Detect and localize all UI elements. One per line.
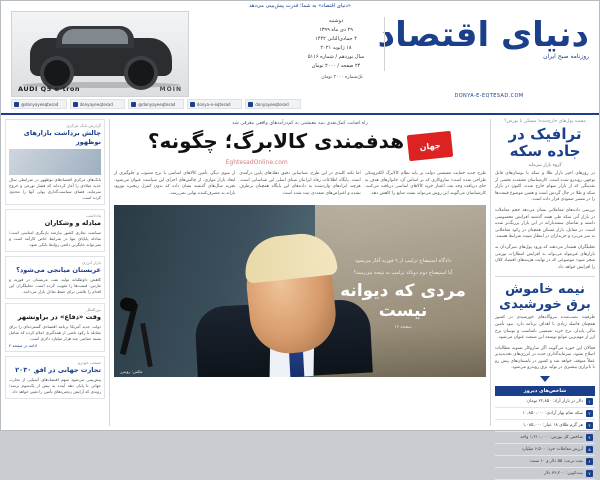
photo-question: آیا استیضاح دوم دونالد ترامپ به نتیجه می‌رسد؟ bbox=[353, 270, 453, 277]
social-handle: @donyayeeqtesad bbox=[138, 101, 176, 107]
sidebar-kicker: یادداشت bbox=[86, 213, 101, 218]
list-item bbox=[495, 408, 595, 420]
list-item bbox=[495, 444, 595, 456]
lead-paragraph: از سوی دیگر، تأمین کالاهای اساسی با نرخ مصوب و جلوگیری از ایجاد بازار موازی، از چالش‌های اجرای این سیاست عنوان می‌شود. تجربه سال‌های گذشته نشان داده که بدون کنترل زنجیره توزیع، یارانه به مصرف‌کننده نهایی نمی‌رسد. bbox=[114, 171, 236, 196]
list-label: دلار در بازار آزاد: ۲۲,۸۵۰ تومان bbox=[526, 398, 583, 404]
issue-meta-line: ۱۸ ژانویه ۲۰۲۱ bbox=[320, 45, 352, 51]
social-handle: @donyayeeqtesad bbox=[21, 101, 59, 107]
list-item bbox=[495, 456, 595, 468]
lead-body-column bbox=[114, 171, 235, 201]
list-number: ۲ bbox=[586, 410, 593, 417]
sidebar-body: دولت جدید آمریکا برنامه اقتصادی گسترده‌ای را برای مقابله با رکود ناشی از همه‌گیری اعلام کرده که شامل بسته حمایتی چند هزار میلیارد دلاری است. bbox=[9, 324, 101, 341]
photo-headline[interactable]: مردی که دیوانه نیست bbox=[340, 281, 466, 322]
website-url: DONYA-E-EQTESAD.COM bbox=[454, 93, 524, 99]
social-handle: donyayeeqtesad bbox=[255, 101, 289, 107]
masthead bbox=[1, 1, 599, 115]
lead-paragraph: اما نکته کلیدی در این طرح، شناسایی دقیق دهک‌های پایین درآمدی است. پایگاه اطلاعات رفاه ایرانیان مبنای اصلی این شناسایی است، هرچند ایرادهای واردشده به داده‌های این پایگاه همچنان برطرف نشده و اعتراض‌های متعددی ثبت شده است. bbox=[239, 171, 361, 196]
right-column bbox=[495, 119, 595, 477]
article-paragraph: بررسی داده‌های معاملاتی نشان می‌دهد حجم معاملات در بازار آتی سکه طی هفته گذشته افزایش محسوسی داشته و تقاضای سفته‌بازانه در این بازار پررنگ‌تر شده است. در مقابل، بازار مسکن همچنان در رکود معاملاتی به سر می‌برد و خریداران در انتظار تثبیت شرایط هستند. bbox=[495, 207, 595, 240]
section-stamp: جهان bbox=[407, 131, 453, 161]
list-item bbox=[495, 468, 595, 480]
newspaper-logo bbox=[377, 15, 589, 87]
list-number: ۱ bbox=[586, 398, 593, 405]
telegram-icon bbox=[14, 102, 19, 107]
issue-meta-line: ۴ جمادی‌الثانی ۱۴۴۲ bbox=[315, 36, 357, 42]
list-number: ۵ bbox=[586, 446, 593, 453]
list-item bbox=[495, 432, 595, 444]
twitter-icon bbox=[131, 102, 136, 107]
issue-meta-line: ۲۴ صفحه / ۲۰۰۰ تومان bbox=[311, 63, 361, 69]
article-kicker: مقصد پول‌های خارج‌شده؛ مسکن یا بورس؟ bbox=[504, 119, 586, 124]
lead-headline-row bbox=[114, 129, 486, 159]
ad-brand-label: MOIN bbox=[159, 86, 182, 93]
middle-column bbox=[114, 119, 486, 426]
lead-photo[interactable] bbox=[114, 205, 486, 377]
sidebar-body: کاهش داوطلبانه تولید نفت عربستان در فوریه و مارس، قیمت‌ها را تقویت کرده است. تحلیلگران این اقدام را تلاشی برای حفظ تعادل بازار می‌دانند. bbox=[9, 277, 101, 294]
article-byline: گروه بازار سرمایه bbox=[528, 163, 562, 168]
sidebar-article[interactable] bbox=[5, 356, 105, 399]
watermark: EghtesadOnline.com bbox=[225, 159, 288, 166]
sidebar-kicker: بین‌الملل bbox=[85, 307, 101, 312]
sidebar-article[interactable] bbox=[5, 119, 105, 205]
social-link-twitter[interactable] bbox=[128, 99, 184, 109]
list-label: سکه تمام بهار آزادی: ۱۰,۸۵۰,۰۰۰ bbox=[522, 410, 583, 416]
sidebar-kicker: صنعت خودرو bbox=[78, 360, 101, 365]
issue-meta bbox=[293, 17, 385, 71]
list-number: ۳ bbox=[586, 422, 593, 429]
sidebar-body: پیش‌بینی می‌شود سهم اقتصادهای آسیایی از تجارت جهانی تا پایان دهه آینده به بیش از یک‌سوم برسد؛ روندی که آرایش زنجیره‌های تأمین را تغییر خواهد داد. bbox=[9, 377, 101, 394]
lead-body-column bbox=[365, 171, 486, 201]
issue-meta-line: سال نوزدهم / شماره ۵۱۱۶ bbox=[307, 54, 365, 60]
sidebar-article[interactable] bbox=[5, 256, 105, 299]
lead-headline[interactable]: هدفمندی کالابرگ؛ چگونه؟ bbox=[147, 129, 405, 153]
list-number: ۶ bbox=[586, 458, 593, 465]
list-label: شاخص کل بورس: ۱,۲۱۰,۰۰۰ واحد bbox=[520, 434, 583, 440]
social-link-instagram[interactable] bbox=[70, 99, 126, 109]
list-label: هر گرم طلای ۱۸ عیار: ۱,۰۸۵,۰۰۰ bbox=[522, 422, 583, 428]
sidebar-headline[interactable]: وقت «دفاع» در براونشهر bbox=[17, 313, 101, 321]
list-label: نفت برنت: ۵۵ دلار و ۱۰ سنت bbox=[529, 458, 583, 464]
issue-price: تک‌شماره ۲۰۰۰ تومان bbox=[321, 75, 363, 80]
list-item bbox=[495, 420, 595, 432]
read-more-link[interactable]: ادامه در صفحه ۴ bbox=[9, 343, 38, 348]
social-link-aparat[interactable] bbox=[245, 99, 301, 109]
article-paragraph: تحلیلگران هشدار می‌دهند که ورود پول‌های سرگردان به بازارهای غیرمولد می‌تواند به افزایش انتظارات تورمی منجر شود؛ موضوعی که در نهایت هزینه‌های اقتصاد کلان را افزایش خواهد داد. bbox=[495, 244, 595, 270]
list-number: ۷ bbox=[586, 470, 593, 477]
continue-arrow-icon bbox=[540, 376, 550, 382]
sidebar-thumbnail bbox=[9, 149, 101, 175]
list-number: ۴ bbox=[586, 434, 593, 441]
issue-meta-line: ۲۹ دی ماه ۱۳۹۹ bbox=[319, 27, 353, 33]
ad-model-label: AUDI Q5 e-tron bbox=[18, 85, 81, 93]
lead-paragraph: طرح جدید حمایت معیشتی دولت بر پایه نظام کالابرگ الکترونیکی طراحی شده است؛ سازوکاری که بر اساس آن، خانوارهای هدف به جای دریافت وجه نقد، اعتبار خرید کالاهای اساسی دریافت می‌کنند. کارشناسان می‌گویند این روش می‌تواند نشت منابع را کاهش دهد. bbox=[364, 171, 486, 196]
logo-text: دنیای اقتصاد bbox=[377, 15, 589, 55]
linkedin-icon bbox=[190, 102, 195, 107]
aparat-icon bbox=[248, 102, 253, 107]
photo-kicker: دادگاه استیضاح ترامپ از ۹ فوریه آغاز می‌شود bbox=[354, 258, 452, 265]
indicators-title: شاخص‌های دیروز bbox=[495, 386, 595, 396]
masthead-tagline: «دنیای اقتصاد» به شما؛ قدرت پیش‌بینی می‌دهد bbox=[249, 3, 351, 9]
car-window bbox=[62, 29, 128, 44]
sidebar-body: سیاست تجاری کشور نیازمند بازنگری اساسی است؛ مبادله پایاپای تنها در شرایط خاص کارآمد است و نمی‌تواند جایگزین دائمی روابط بانکی شود. bbox=[9, 230, 101, 247]
list-label: بیت‌کوین: ۳۶,۲۰۰ دلار bbox=[544, 470, 583, 476]
article-paragraph: فعالان این حوزه می‌گویند اگر سازوکار تسویه مطالبات اصلاح نشود، سرمایه‌گذاری جدید در انرژی‌های تجدیدپذیر عملاً متوقف خواهد شد و کشور در تابستان‌های پیش رو با ناترازی بیشتری در تولید برق روبه‌رو می‌شود. bbox=[495, 345, 595, 371]
column-divider bbox=[490, 119, 491, 426]
sidebar-article[interactable] bbox=[5, 303, 105, 352]
issue-meta-line: دوشنبه bbox=[328, 18, 344, 24]
list-item bbox=[495, 396, 595, 408]
car-wheel bbox=[124, 56, 158, 90]
lead-body-column bbox=[239, 171, 360, 201]
article-headline-traffic[interactable]: ترافیک در جاده سکه bbox=[508, 125, 582, 160]
social-link-linkedin[interactable] bbox=[187, 99, 243, 109]
sidebar-headline[interactable]: چالش برداشت بازارهای نوظهور bbox=[23, 129, 101, 146]
sidebar-article[interactable] bbox=[5, 209, 105, 252]
social-handle: donya-e-eqtesad bbox=[196, 101, 231, 107]
sidebar-headline[interactable]: عربستان میانجی می‌شود؟ bbox=[16, 266, 101, 274]
sidebar-body: بانک‌های مرکزی اقتصادهای نوظهور در شرایطی سال جدید میلادی را آغاز کرده‌اند که فشار تورمی و خروج سرمایه، فضای سیاست‌گذاری پولی آنها را محدود کرده است. bbox=[9, 177, 101, 200]
sidebar-kicker: گزارش بانک مرکزی bbox=[66, 123, 101, 128]
article-paragraph: ظرفیت نصب‌شده نیروگاه‌های خورشیدی در کشور همچنان فاصله زیادی با اهداف برنامه دارد. نبود تأمین مالی پایدار، نرخ خرید تضمینی نامناسب و نوسان نرخ ارز از مهم‌ترین موانع توسعه این صنعت عنوان می‌شود. bbox=[495, 315, 595, 341]
logo-subtitle: روزنامه صبح ایران bbox=[543, 53, 589, 60]
instagram-icon bbox=[73, 102, 78, 107]
advertisement-banner[interactable] bbox=[11, 11, 189, 97]
social-link-telegram[interactable] bbox=[11, 99, 67, 109]
page-content bbox=[1, 115, 599, 477]
sidebar-headline[interactable]: مبادله و وشکاران bbox=[44, 219, 101, 227]
social-links-bar bbox=[11, 99, 301, 109]
article-headline-solar[interactable]: نیمه خاموش برق خورشیدی bbox=[499, 282, 591, 313]
divider bbox=[495, 276, 595, 277]
social-handle: donyayeeqtesad bbox=[79, 101, 113, 107]
list-label: ارزش معاملات خرد: ۶,۵۰۰ میلیارد bbox=[521, 446, 583, 452]
column-divider bbox=[109, 119, 110, 426]
photo-page-ref: صفحه ۱۶ bbox=[394, 325, 412, 331]
lead-body-columns bbox=[114, 171, 486, 201]
lead-overline: راه اصابت کمک‌نقدی بنیه معیشتی به کم‌درآمدهای واقعی معرفی شد bbox=[232, 121, 368, 126]
article-paragraph: در روزهای اخیر بازار طلا و سکه با نوسان‌های قابل توجهی روبه‌رو شده است. کارشناسان معتقدند بخشی از نقدینگی که از بازار سهام خارج شده، اکنون در بازار سکه و طلا در حال گردش است و همین موضوع قیمت‌ها را در مسیر صعودی قرار داده است. bbox=[495, 171, 595, 203]
left-column bbox=[5, 119, 105, 426]
photo-caption bbox=[328, 257, 478, 330]
sidebar-kicker: بازار انرژی bbox=[82, 260, 101, 265]
sidebar-headline[interactable]: تجارت جهانی در افق ۲۰۳۰ bbox=[15, 366, 101, 374]
photo-credit: عکس: رویترز bbox=[120, 369, 143, 375]
